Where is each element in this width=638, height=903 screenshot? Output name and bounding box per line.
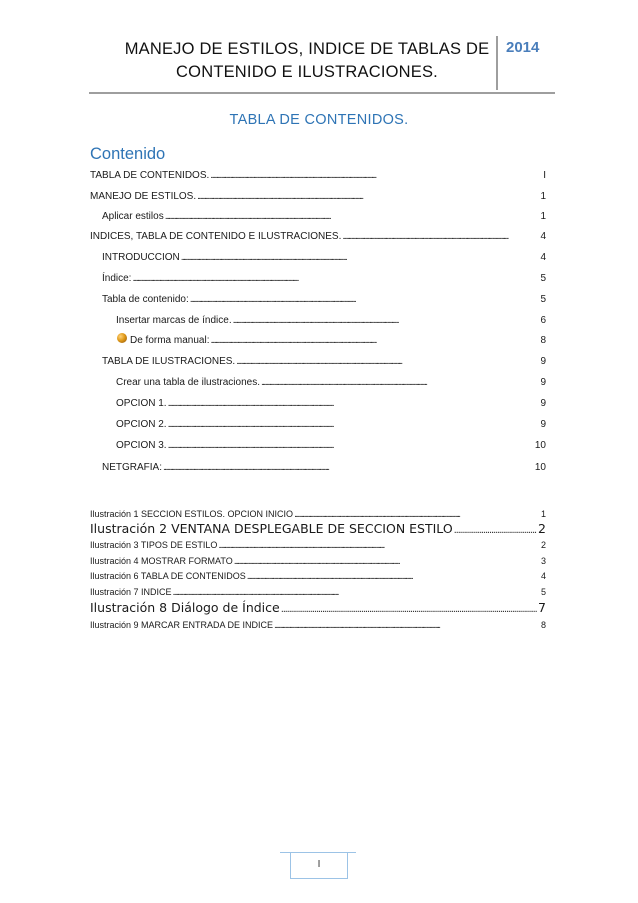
toc-entry[interactable] bbox=[116, 376, 546, 389]
toc-leader bbox=[197, 190, 539, 203]
toc-entry-page: 9 bbox=[540, 398, 546, 409]
toc-entry[interactable] bbox=[102, 272, 546, 285]
toc-leader bbox=[234, 555, 540, 568]
toc-entry-text: TABLA DE ILUSTRACIONES. bbox=[102, 356, 236, 367]
toc-title: Contenido bbox=[90, 145, 166, 163]
toc-entry-page: 5 bbox=[540, 294, 546, 305]
toc-entry-text: INDICES, TABLA DE CONTENIDO E ILUSTRACIONES. bbox=[90, 231, 342, 242]
toc-entry-page: 1 bbox=[540, 191, 546, 202]
figure-entry-text: Ilustración 2 VENTANA DESPLEGABLE DE SECCION ESTILO bbox=[90, 521, 453, 536]
figure-entry[interactable] bbox=[90, 600, 546, 615]
page-header bbox=[0, 0, 638, 96]
toc-heading: TABLA DE CONTENIDOS. bbox=[229, 112, 409, 128]
toc-leader bbox=[168, 397, 540, 410]
toc-entry-text: OPCION 3. bbox=[116, 440, 167, 451]
toc-entry-text: OPCION 2. bbox=[116, 419, 167, 430]
header-title-line-1: MANEJO DE ESTILOS, INDICE DE TABLAS DE bbox=[124, 40, 490, 58]
toc-entry-text: Aplicar estilos bbox=[102, 211, 164, 222]
figure-entry-page: 5 bbox=[540, 587, 546, 597]
header-year: 2014 bbox=[506, 39, 540, 56]
toc-leader bbox=[236, 355, 539, 368]
toc-leader bbox=[281, 600, 537, 617]
toc-entry-text: NETGRAFIA: bbox=[102, 462, 163, 473]
figure-entry-text: Ilustración 8 Diálogo de Índice bbox=[90, 600, 280, 615]
toc-entry[interactable] bbox=[102, 251, 546, 264]
footer-page-box bbox=[290, 852, 348, 879]
toc-entry-page: 9 bbox=[540, 377, 546, 388]
toc-entry-page: 10 bbox=[534, 462, 546, 473]
toc-leader bbox=[163, 461, 534, 474]
footer-page-number: I bbox=[317, 859, 321, 870]
toc-entry[interactable] bbox=[102, 355, 546, 368]
header-title bbox=[120, 38, 494, 84]
toc-leader bbox=[454, 521, 537, 538]
toc-entry[interactable] bbox=[90, 169, 546, 182]
figure-entry-page: 3 bbox=[540, 556, 546, 566]
toc-leader bbox=[210, 169, 542, 182]
figure-entry-page: 2 bbox=[538, 521, 546, 536]
toc-leader bbox=[173, 586, 540, 599]
toc-entry-page: 1 bbox=[540, 211, 546, 222]
toc-entry-page: 10 bbox=[534, 440, 546, 451]
figure-entry-page: 7 bbox=[538, 600, 546, 615]
figure-entry-text: Ilustración 1 SECCION ESTILOS. OPCION INICIO bbox=[90, 509, 294, 519]
toc-leader bbox=[247, 570, 540, 583]
toc-leader bbox=[294, 508, 540, 521]
figure-entry-page: 8 bbox=[540, 620, 546, 630]
toc-leader bbox=[168, 418, 540, 431]
toc-entry-page: 9 bbox=[540, 419, 546, 430]
toc-leader bbox=[218, 539, 540, 552]
figure-entry-page: 4 bbox=[540, 571, 546, 581]
figure-entry-text: Ilustración 6 TABLA DE CONTENIDOS bbox=[90, 571, 246, 581]
toc-entry[interactable] bbox=[116, 314, 546, 327]
toc-entry-text: MANEJO DE ESTILOS. bbox=[90, 191, 197, 202]
figure-entry-page: 2 bbox=[540, 540, 546, 550]
toc-leader bbox=[190, 293, 540, 306]
toc-entry-text: OPCION 1. bbox=[116, 398, 167, 409]
toc-entry-text: TABLA DE CONTENIDOS. bbox=[90, 170, 210, 181]
figure-entry[interactable] bbox=[90, 619, 546, 631]
figure-entry-text: Ilustración 7 INDICE bbox=[90, 587, 172, 597]
figure-entry[interactable] bbox=[90, 521, 546, 536]
toc-entry[interactable] bbox=[116, 439, 546, 452]
figure-entry-text: Ilustración 3 TIPOS DE ESTILO bbox=[90, 540, 218, 550]
toc-entry-text: Tabla de contenido: bbox=[102, 294, 189, 305]
figure-entry-page: 1 bbox=[540, 509, 546, 519]
toc-entry-text: Crear una tabla de ilustraciones. bbox=[116, 377, 260, 388]
toc-entry-page: 5 bbox=[540, 273, 546, 284]
toc-entry-page: 8 bbox=[540, 335, 546, 346]
toc-entry-page: I bbox=[543, 170, 546, 181]
header-divider bbox=[89, 92, 555, 94]
toc-leader bbox=[233, 314, 540, 327]
orange-ball-bullet-icon bbox=[117, 333, 127, 343]
toc-entry[interactable] bbox=[102, 210, 546, 223]
toc-entry-text: Índice: bbox=[102, 273, 132, 284]
toc-entry[interactable] bbox=[90, 190, 546, 203]
toc-leader bbox=[181, 251, 540, 264]
toc-leader bbox=[274, 619, 540, 632]
toc-entry-page: 6 bbox=[540, 315, 546, 326]
toc-entry-text: Insertar marcas de índice. bbox=[116, 315, 232, 326]
toc-entry-page: 9 bbox=[540, 356, 546, 367]
toc-entry-text: INTRODUCCION bbox=[102, 252, 180, 263]
toc-entry[interactable] bbox=[130, 334, 546, 347]
figure-entry[interactable] bbox=[90, 539, 546, 551]
header-year-box bbox=[496, 36, 556, 90]
toc-leader bbox=[168, 439, 534, 452]
toc-leader bbox=[342, 230, 539, 243]
toc-leader bbox=[165, 210, 540, 223]
toc-leader bbox=[210, 334, 539, 347]
figure-entry-text: Ilustración 9 MARCAR ENTRADA DE INDICE bbox=[90, 620, 274, 630]
toc-entry-text: De forma manual: bbox=[130, 335, 210, 346]
toc-leader bbox=[261, 376, 539, 389]
figure-entry[interactable] bbox=[90, 555, 546, 567]
toc-entry[interactable] bbox=[116, 418, 546, 431]
header-title-line-2: CONTENIDO E ILUSTRACIONES. bbox=[176, 63, 438, 81]
figure-entry[interactable] bbox=[90, 570, 546, 582]
toc-leader bbox=[132, 272, 539, 285]
toc-entry[interactable] bbox=[90, 230, 546, 243]
toc-entry[interactable] bbox=[102, 461, 546, 474]
figure-entry-text: Ilustración 4 MOSTRAR FORMATO bbox=[90, 556, 233, 566]
toc-entry[interactable] bbox=[116, 397, 546, 410]
figure-entry[interactable] bbox=[90, 586, 546, 598]
figure-entry[interactable] bbox=[90, 508, 546, 520]
toc-entry[interactable] bbox=[102, 293, 546, 306]
toc-entry-page: 4 bbox=[540, 231, 546, 242]
toc-entry-page: 4 bbox=[540, 252, 546, 263]
